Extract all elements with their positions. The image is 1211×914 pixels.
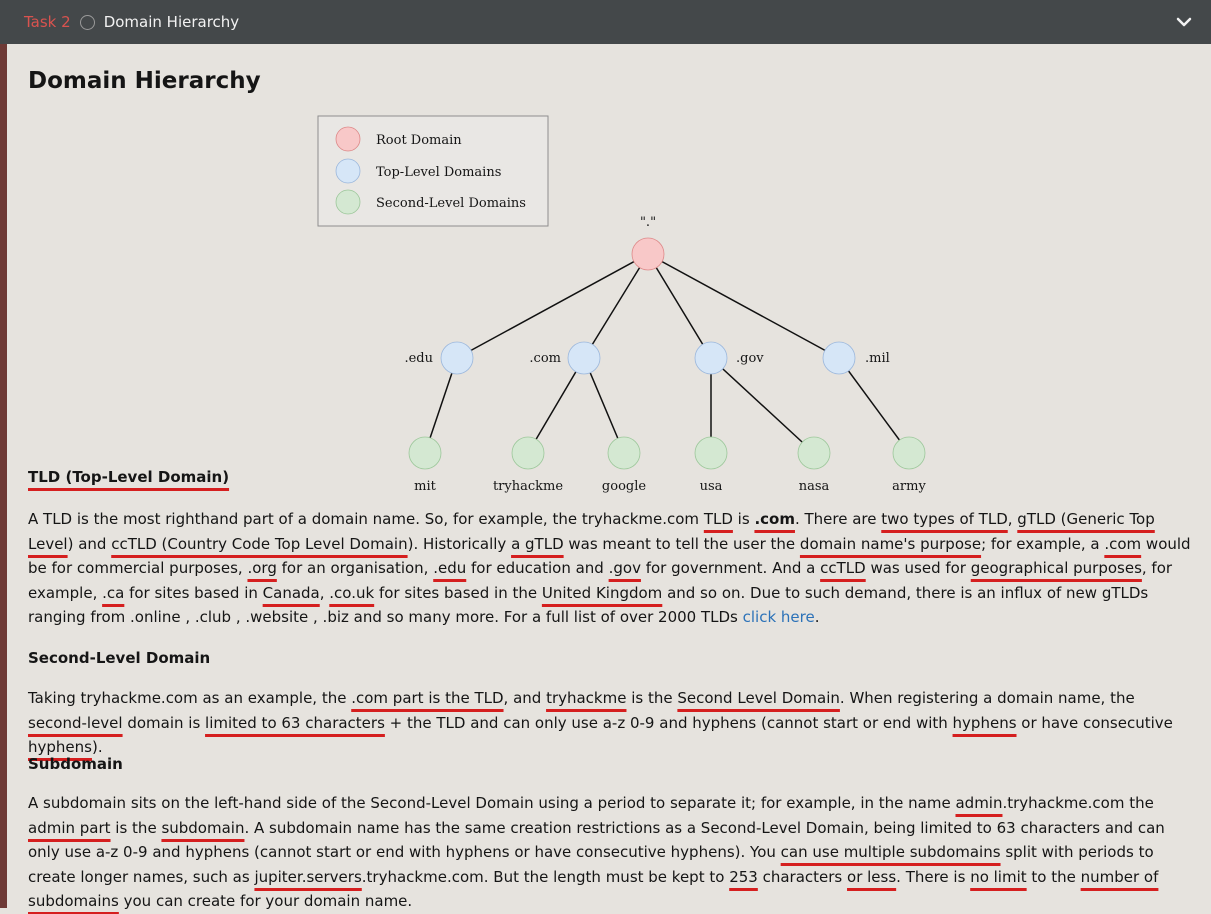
sld-node-tryhackme bbox=[512, 437, 544, 469]
sld-node-mit bbox=[409, 437, 441, 469]
left-accent-bar bbox=[0, 0, 7, 908]
legend-tld-swatch bbox=[336, 159, 360, 183]
sld-label-usa: usa bbox=[699, 479, 723, 494]
legend-sld-label: Second-Level Domains bbox=[376, 196, 526, 211]
sld-node-army bbox=[893, 437, 925, 469]
sld-paragraph: Taking tryhackme.com as an example, the .com part is the TLD, and tryhackme is the Second Level Domain. When registering a domain name, the second-level domain is limited to 63 characters + the TLD and can only use a-z 0-9 and hyphens (cannot start or end with hyphens or have consecutive hyphens). bbox=[28, 689, 1173, 756]
sld-label-army: army bbox=[892, 479, 926, 494]
legend-root-label: Root Domain bbox=[376, 133, 462, 148]
root-label: "." bbox=[639, 215, 657, 230]
edge-root-com bbox=[584, 254, 648, 358]
tld-paragraph: A TLD is the most righthand part of a domain name. So, for example, the tryhackme.com TLD is .com. There are two types of TLD, gTLD (Generic Top Level) and ccTLD (Country Code Top Level Domain). Historically a gTLD was meant to tell the user the domain name's purpose; for example, a .com would be for commercial purposes, .org for an organisation, .edu for education and .gov for government. And a ccTLD was used for geographical purposes, for example, .ca for sites based in Canada, .co.uk for sites based in the United Kingdom and so on. Due to such demand, there is an influx of new gTLDs ranging from .online , .club , .website , .biz and so many more. For a full list of over 2000 TLDs click here. bbox=[28, 510, 1191, 626]
tld-node-gov bbox=[695, 342, 727, 374]
sld-label-nasa: nasa bbox=[798, 479, 830, 494]
task-title: Domain Hierarchy bbox=[103, 13, 240, 31]
legend-root-swatch bbox=[336, 127, 360, 151]
legend-sld-swatch bbox=[336, 190, 360, 214]
sld-node-google bbox=[608, 437, 640, 469]
tld-label-mil: .mil bbox=[865, 351, 890, 366]
tld-label-gov: .gov bbox=[736, 351, 764, 366]
sld-heading: Second-Level Domain bbox=[28, 649, 211, 667]
tld-node-com bbox=[568, 342, 600, 374]
subdomain-paragraph: A subdomain sits on the left-hand side of the Second-Level Domain using a period to separate it; for example, in the name admin.tryhackme.com the admin part is the subdomain. A subdomain name has the same creation restrictions as a Second-Level Domain, being limited to 63 characters and can only use a-z 0-9 and hyphens (cannot start or end with hyphens or have consecutive hyphens). You can use multiple subdomains split with periods to create longer names, such as jupiter.servers.tryhackme.com. But the length must be kept to 253 characters or less. There is no limit to the number of subdomains you can create for your domain name. bbox=[28, 794, 1165, 910]
root-node bbox=[632, 238, 664, 270]
sld-label-google: google bbox=[601, 479, 647, 494]
edge-root-gov bbox=[648, 254, 711, 358]
task-header[interactable] bbox=[0, 0, 1211, 44]
chevron-down-icon[interactable] bbox=[1173, 11, 1195, 33]
edge-root-mil bbox=[648, 254, 839, 358]
tld-node-edu bbox=[441, 342, 473, 374]
sld-node-usa bbox=[695, 437, 727, 469]
tld-label-edu: .edu bbox=[404, 351, 433, 366]
domain-hierarchy-diagram bbox=[318, 112, 938, 494]
task-number: Task 2 bbox=[24, 13, 71, 31]
legend-tld-label: Top-Level Domains bbox=[376, 165, 502, 180]
sld-node-nasa bbox=[798, 437, 830, 469]
sld-label-mit: mit bbox=[414, 479, 436, 494]
tld-heading: TLD (Top-Level Domain) bbox=[28, 468, 230, 486]
tld-list-link[interactable]: click here bbox=[742, 608, 815, 626]
sld-label-tryhackme: tryhackme bbox=[492, 479, 564, 494]
tld-node-mil bbox=[823, 342, 855, 374]
tld-label-com: .com bbox=[529, 351, 561, 366]
edge-com-tryhackme bbox=[528, 358, 584, 453]
edge-root-edu bbox=[457, 254, 648, 358]
page-title: Domain Hierarchy bbox=[28, 68, 261, 94]
task-status-circle-icon bbox=[80, 15, 95, 30]
subdomain-heading: Subdomain bbox=[28, 755, 123, 773]
edge-mil-army bbox=[839, 358, 909, 453]
edge-gov-nasa bbox=[711, 358, 814, 453]
